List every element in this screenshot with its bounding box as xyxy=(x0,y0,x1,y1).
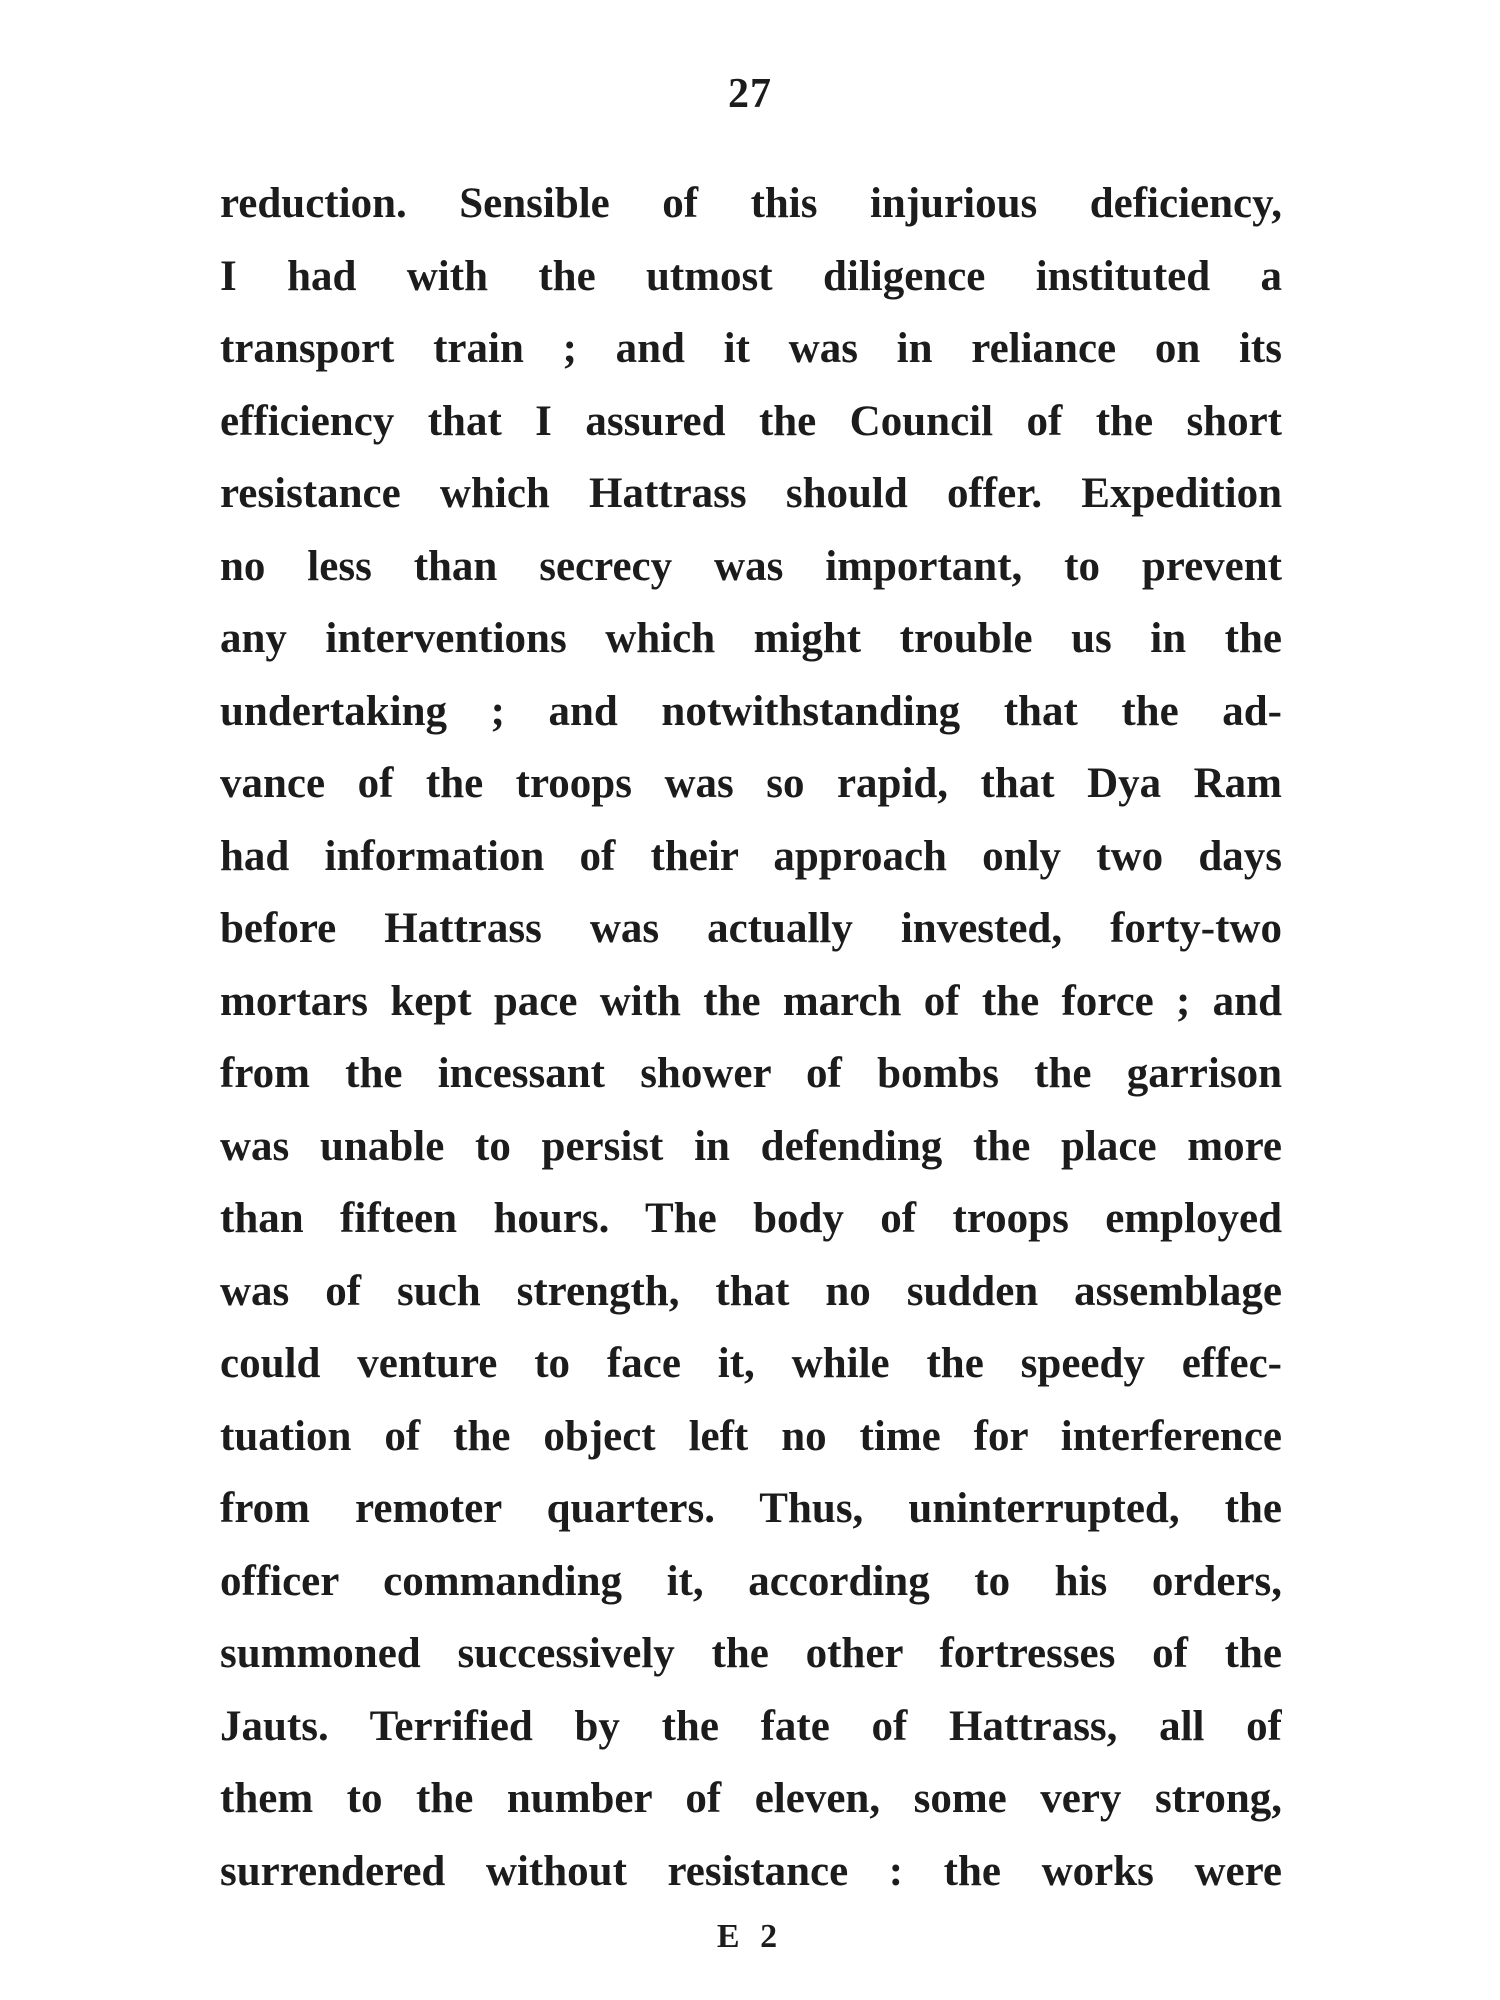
text-line: no less than secrecy was important, to prevent xyxy=(220,542,1282,590)
text-line: transport train ; and it was in reliance on its xyxy=(220,325,1282,372)
signature-mark: E 2 xyxy=(716,1918,784,1955)
text-line: tuation of the object left no time for interference xyxy=(220,1412,1282,1460)
text-line: vance of the troops was so rapid, that Dya Ram xyxy=(220,760,1282,807)
text-line: I had with the utmost diligence instituted a xyxy=(220,252,1282,300)
body-text xyxy=(220,168,1282,1908)
text-line: than fifteen hours. The body of troops employed xyxy=(220,1195,1282,1242)
text-line: mortars kept pace with the march of the force ; and xyxy=(220,977,1282,1025)
text-line: Jauts. Terrified by the fate of Hattrass, all of xyxy=(220,1702,1282,1750)
text-line: them to the number of eleven, some very strong, xyxy=(220,1775,1282,1822)
text-line: from the incessant shower of bombs the garrison xyxy=(220,1050,1282,1097)
text-line: undertaking ; and notwithstanding that the ad- xyxy=(220,687,1282,735)
text-line: surrendered without resistance : the works were xyxy=(220,1847,1282,1895)
text-line: any interventions which might trouble us in the xyxy=(220,615,1282,662)
text-line: had information of their approach only two days xyxy=(220,832,1282,880)
text-line: efficiency that I assured the Council of the short xyxy=(220,397,1282,445)
text-line: summoned successively the other fortresses of the xyxy=(220,1630,1282,1677)
text-line: officer commanding it, according to his orders, xyxy=(220,1557,1282,1605)
text-line: from remoter quarters. Thus, uninterrupted, the xyxy=(220,1485,1282,1532)
text-line: was of such strength, that no sudden assemblage xyxy=(220,1267,1282,1315)
text-line: could venture to face it, while the speedy effec- xyxy=(220,1340,1282,1387)
text-line: was unable to persist in defending the place more xyxy=(220,1122,1282,1170)
page-number: 27 xyxy=(728,71,772,117)
text-line: resistance which Hattrass should offer. Expedition xyxy=(220,470,1282,517)
text-line: before Hattrass was actually invested, forty-two xyxy=(220,905,1282,952)
text-line: reduction. Sensible of this injurious deficiency, xyxy=(220,180,1282,227)
